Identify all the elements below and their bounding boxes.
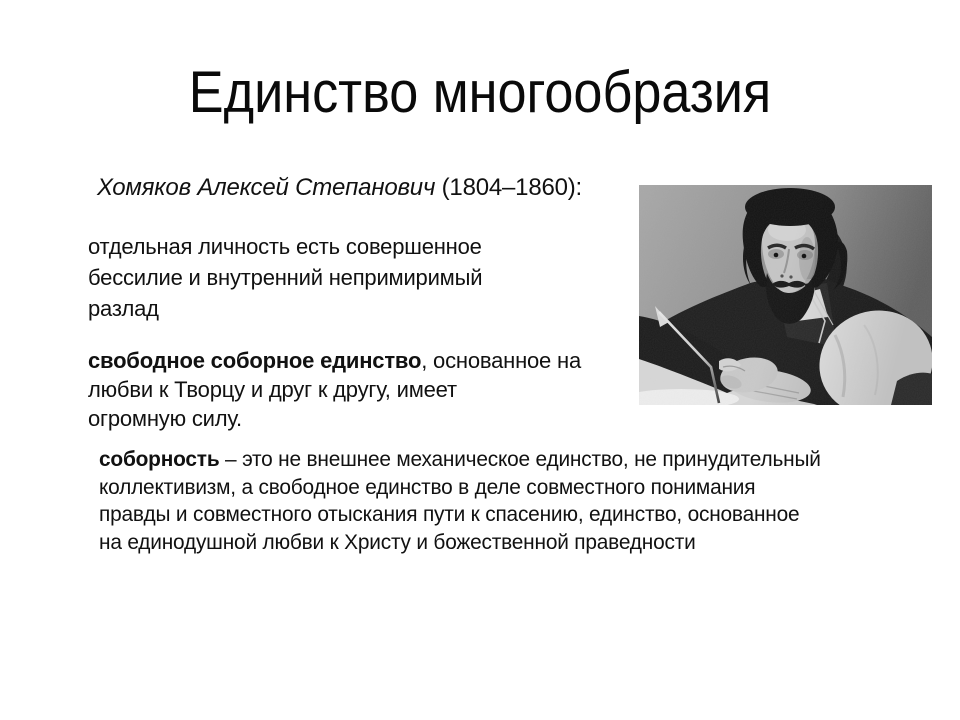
quote-unity-line2: любви к Творцу и друг к другу, имеет: [88, 377, 457, 402]
quote-individual-line3: разлад: [88, 296, 159, 321]
sobornost-line1-rest: – это не внешнее механическое единство, не принудительный: [219, 447, 821, 471]
quote-individual-line2: бессилие и внутренний непримиримый: [88, 265, 483, 290]
sobornost-line4: на единодушной любви к Христу и божественной праведности: [99, 529, 696, 554]
quote-unity-paragraph: [88, 346, 581, 433]
quote-unity-line1-rest: , основанное на: [421, 348, 581, 373]
sobornost-definition-paragraph: [99, 446, 821, 556]
quote-unity-bold-term: свободное соборное единство: [88, 348, 422, 373]
author-line: [97, 173, 582, 203]
author-dates: (1804–1860):: [435, 174, 583, 201]
khomyakov-portrait-image: [639, 185, 932, 405]
quote-individual-paragraph: [88, 231, 482, 324]
sobornost-bold-term: соборность: [99, 447, 220, 471]
author-name: Хомяков Алексей Степанович: [97, 174, 436, 201]
slide-title: Единство многообразия: [188, 60, 772, 125]
sobornost-line2: коллективизм, а свободное единство в деле совместного понимания: [99, 474, 756, 499]
portrait-photo: [639, 185, 932, 405]
quote-unity-line3: огромную силу.: [88, 406, 242, 431]
sobornost-line3: правды и совместного отыскания пути к спасению, единство, основанное: [99, 502, 800, 526]
quote-individual-line1: отдельная личность есть совершенное: [88, 234, 482, 259]
